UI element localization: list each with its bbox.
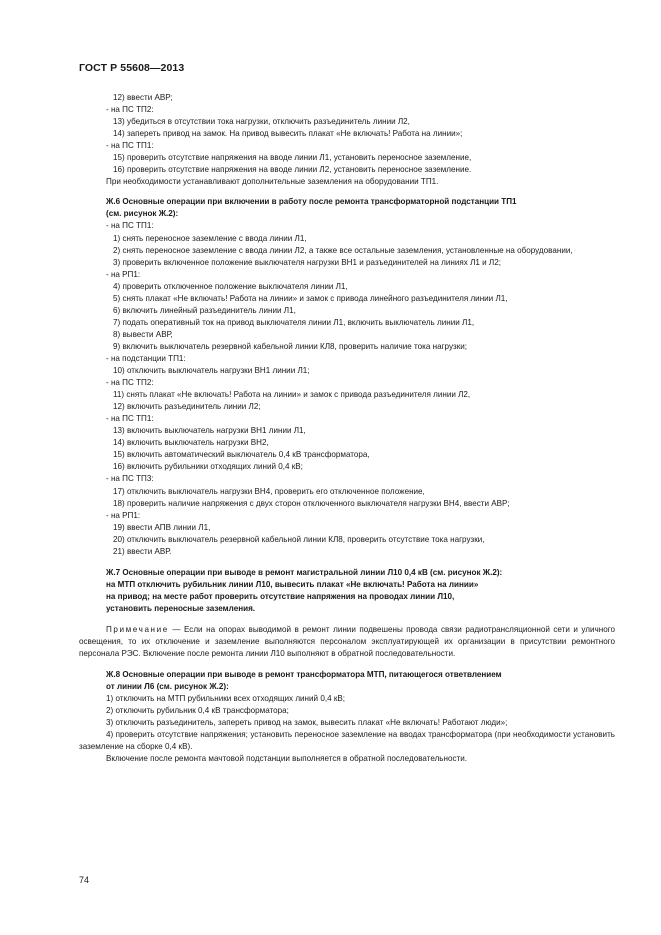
list-line: - на РП1: <box>106 269 141 279</box>
list-line: 4) проверить отключенное положение выключателя линии Л1, <box>113 281 348 291</box>
list-line: 17) отключить выключатель нагрузки ВН4, проверить его отключенное положение, <box>113 486 425 496</box>
list-line: 19) ввести АПВ линии Л1, <box>113 522 211 532</box>
list-line: 14) включить выключатель нагрузки ВН2, <box>113 438 269 448</box>
list-line: 3) проверить включенное положение выключателя нагрузки ВН1 и разъединителей на линиях Л1 и Л2; <box>113 257 501 267</box>
section-zh7-line: Ж.7 Основные операции при выводе в ремонт магистральной линии Л10 0,4 кВ (см. рисунок Ж.2): <box>106 567 503 577</box>
list-line: 7) подать оперативный ток на привод выключателя линии Л1, включить выключатель линии Л1, <box>113 317 475 327</box>
list-line: - на ПС ТП2: <box>106 105 154 115</box>
list-line: 14) запереть привод на замок. На привод вывесить плакат «Не включать! Работа на линии»; <box>113 129 463 139</box>
list-line: 6) включить линейный разъединитель линии Л1, <box>113 305 296 315</box>
list-line: 12) включить разъединитель линии Л2; <box>113 402 261 412</box>
list-line: 12) ввести АВР; <box>113 93 173 102</box>
list-line: 11) снять плакат «Не включать! Работа на линии» и замок с привода разъединителя линии Л2, <box>113 390 471 400</box>
list-line: 9) включить выключатель резервной кабельной линии КЛ8, проверить наличие тока нагрузки; <box>113 341 468 351</box>
list-line: 20) отключить выключатель резервной кабельной линии КЛ8, проверить отсутствие тока нагрузки, <box>113 534 485 544</box>
section-zh7-line: на привод; на месте работ проверить отсутствие напряжения на проводах линии Л10, <box>106 591 455 601</box>
list-line: - на подстанции ТП1: <box>106 353 186 363</box>
list-line: - на РП1: <box>106 510 141 520</box>
note-label: Примечание <box>106 624 169 634</box>
list-line: При необходимости устанавливают дополнительные заземления на оборудовании ТП1. <box>106 177 439 187</box>
list-line: 2) снять переносное заземление с ввода линии Л2, а также все остальные заземления, установленные на оборудовании, <box>113 245 573 255</box>
list-line: 8) вывести АВР, <box>113 329 173 339</box>
page-content <box>79 92 615 765</box>
list-line: 18) проверить наличие напряжения с двух сторон отключенного выключателя нагрузки ВН4, ввести АВР; <box>113 498 510 508</box>
section-zh7-title <box>106 567 615 615</box>
list-line: 10) отключить выключатель нагрузки ВН1 линии Л1; <box>113 366 310 376</box>
block-zh8-steps <box>79 693 615 765</box>
list-line: 1) снять переносное заземление с ввода линии Л1, <box>113 233 307 243</box>
list-line: 2) отключить рубильник 0,4 кВ трансформатора; <box>106 706 289 716</box>
section-zh7-line: на МТП отключить рубильник линии Л10, вывесить плакат «Не включать! Работа на линии» <box>106 579 479 589</box>
section-zh8-title-line2: от линии Л6 (см. рисунок Ж.2): <box>106 682 229 692</box>
list-line: 15) включить автоматический выключатель 0,4 кВ трансформатора, <box>113 450 370 460</box>
list-line: - на ПС ТП3: <box>106 474 154 484</box>
list-line: 15) проверить отсутствие напряжения на вводе линии Л1, установить переносное заземление, <box>113 153 472 163</box>
list-line: - на ПС ТП2: <box>106 378 154 388</box>
list-line: 16) включить рубильники отходящих линий 0,4 кВ; <box>113 462 303 472</box>
list-line: - на ПС ТП1: <box>106 141 154 151</box>
section-zh6-title <box>106 196 615 220</box>
list-line: 16) проверить отсутствие напряжения на вводе линии Л2, установить переносное заземление. <box>113 165 472 175</box>
block-zh6-steps <box>79 220 615 557</box>
list-line: - на ПС ТП1: <box>106 221 154 231</box>
section-zh8-title <box>106 669 615 693</box>
list-line: - на ПС ТП1: <box>106 414 154 424</box>
section-zh6-title-line2: (см. рисунок Ж.2): <box>106 209 179 219</box>
section-zh8-title-line1: Ж.8 Основные операции при выводе в ремонт трансформатора МТП, питающегося ответвлением <box>106 670 502 680</box>
note-paragraph <box>79 624 615 660</box>
note-text: — Если на опорах выводимой в ремонт линии подвешены провода связи радиотрансляционной сети и уличного освещения, то их отключение и заземление выполняются персоналом эксплуатирующей их организации в присутствии ремонтного персонала РЭС. Включение после ремонта линии Л10 выполняют в обратной последовательности. <box>79 624 615 659</box>
list-line: 1) отключить на МТП рубильники всех отходящих линий 0,4 кВ; <box>106 694 346 704</box>
list-line: 13) убедиться в отсутствии тока нагрузки, отключить разъединитель линии Л2, <box>113 117 410 127</box>
section-zh7-line: установить переносные заземления. <box>106 603 256 613</box>
list-line: 4) проверить отсутствие напряжения; установить переносное заземление на вводах трансформатора (при необходимости установить заземление на сборке 0,4 кВ). <box>79 730 615 752</box>
block-zh5-continuation <box>79 92 615 188</box>
section-zh6-title-line1: Ж.6 Основные операции при включении в работу после ремонта трансформаторной подстанции ТП1 <box>106 197 517 207</box>
list-line: 3) отключить разъединитель, запереть привод на замок, вывесить плакат «Не включать! Работают люди»; <box>106 718 508 728</box>
list-line: 5) снять плакат «Не включать! Работа на линии» и замок с привода линейного разъединителя линии Л1, <box>113 293 508 303</box>
document-header: ГОСТ Р 55608—2013 <box>79 62 185 74</box>
list-line: 13) включить выключатель нагрузки ВН1 линии Л1, <box>113 426 306 436</box>
list-line: Включение после ремонта мачтовой подстанции выполняется в обратной последовательности. <box>106 754 468 764</box>
page-number: 74 <box>79 875 90 885</box>
list-line: 21) ввести АВР. <box>113 546 172 556</box>
